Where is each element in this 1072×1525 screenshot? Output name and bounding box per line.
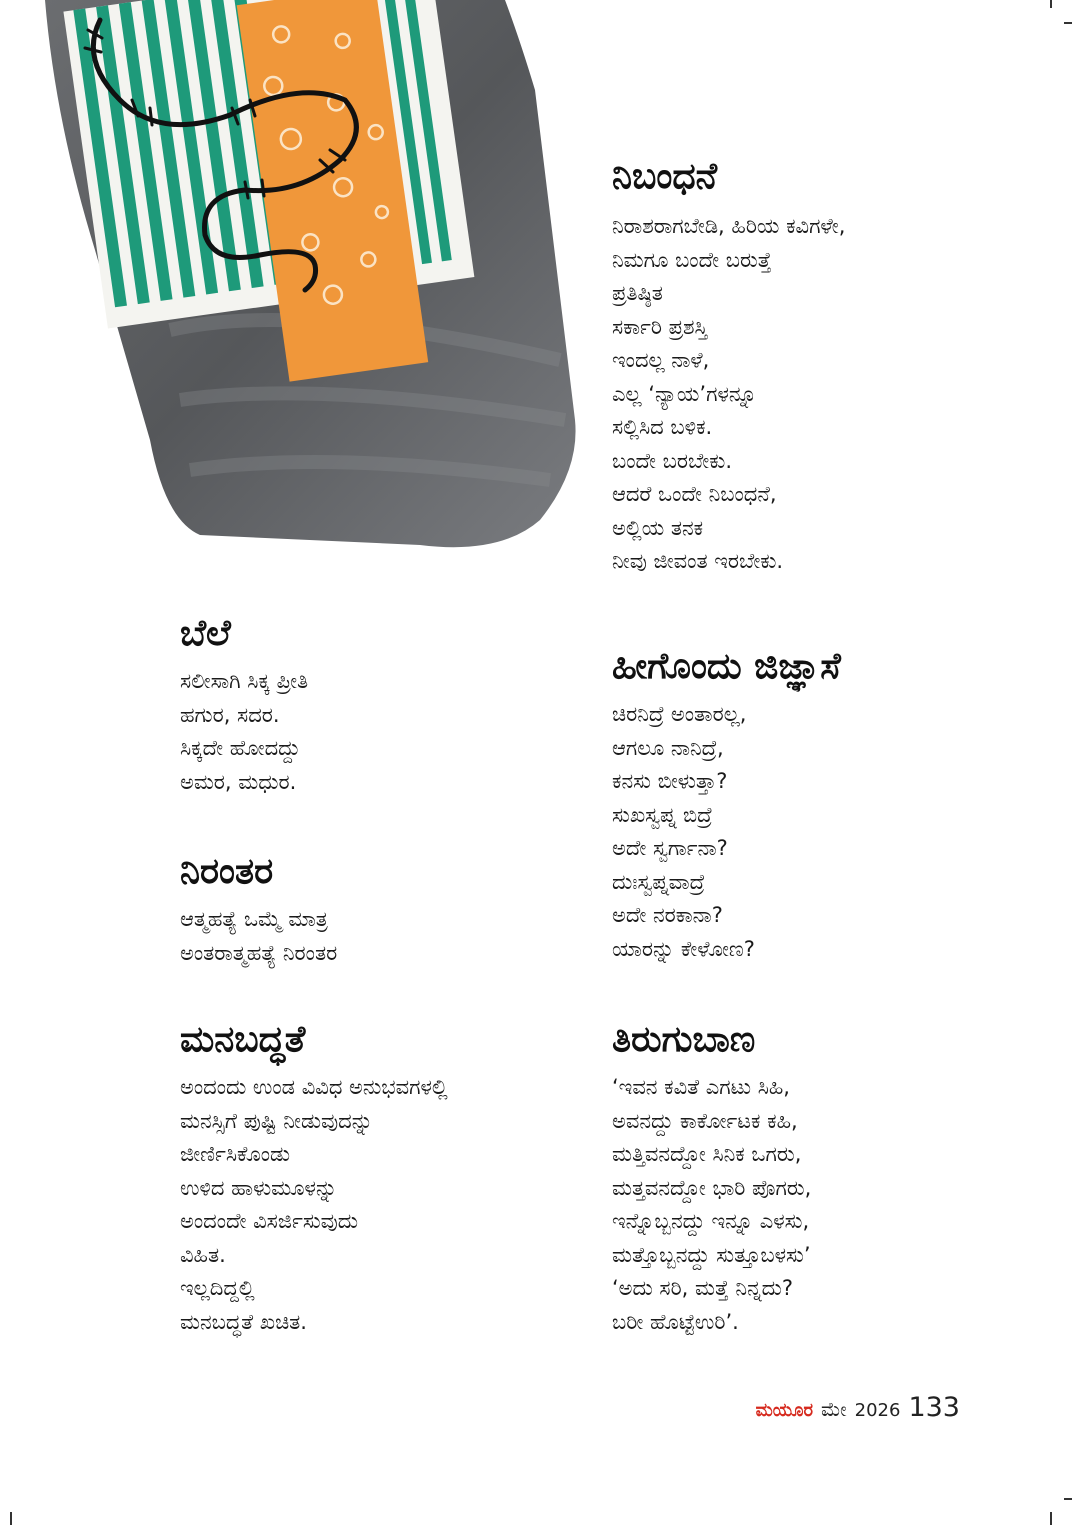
page-number: 133	[908, 1392, 960, 1423]
crop-mark	[1050, 1512, 1052, 1525]
poem-line: ಇನ್ನೊಬ್ಬನದ್ದು ಇನ್ನೂ ಎಳಸು,	[612, 1209, 810, 1234]
poem-line: ಮತ್ತೊಬ್ಬನದ್ದು ಸುತ್ತೂಬಳಸು’	[612, 1242, 811, 1267]
crop-mark	[1064, 1498, 1072, 1500]
magazine-brand: ಮಯೂರ	[755, 1400, 814, 1421]
poem-line: ಸುಖಸ್ವಪ್ನ ಬಿದ್ರೆ	[612, 802, 713, 827]
poem-title: ಬೆಲೆ	[180, 613, 231, 654]
poem-line: ವಿಹಿತ.	[180, 1242, 226, 1267]
crop-mark	[10, 1512, 12, 1525]
poem-line: ಅಂದಂದು ಉಂಡ ವಿವಿಧ ಅನುಭವಗಳಲ್ಲಿ	[180, 1075, 448, 1100]
poem-title: ನಿರಂತರ	[180, 851, 274, 892]
poem-title: ನಿಬಂಧನೆ	[612, 156, 718, 197]
poem-line: ಅಂದಂದೇ ವಿಸರ್ಜಿಸುವುದು	[180, 1209, 359, 1234]
poem-line: ಸಿಕ್ಕದೇ ಹೋದದ್ದು	[180, 736, 301, 761]
poem-line: ನಿಮಗೂ ಬಂದೇ ಬರುತ್ತೆ	[612, 247, 772, 272]
poem-line: ಸಲ್ಲಿಸಿದ ಬಳಿಕ.	[612, 415, 713, 440]
poem-line: ಅವನದ್ದು ಕಾರ್ಕೋಟಕ ಕಹಿ,	[612, 1108, 798, 1133]
poem-line: ಅದೇ ನರಕಾನಾ?	[612, 903, 723, 928]
poem-line: ದುಃಸ್ವಪ್ನವಾದ್ರೆ	[612, 869, 705, 894]
poem-title: ಮನಬದ್ಧತೆ	[180, 1019, 306, 1060]
poem-manabaddhate	[180, 1018, 448, 1339]
poem-line: ಅದೇ ಸ್ವರ್ಗಾನಾ?	[612, 836, 728, 861]
poem-line: ಆದರೆ ಒಂದೇ ನಿಬಂಧನೆ,	[612, 482, 777, 507]
issue-year: 2026	[854, 1400, 901, 1421]
poem-title: ಹೀಗೊಂದು ಜಿಜ್ಞಾಸೆ	[612, 646, 841, 687]
poem-line: ಜೀರ್ಣಿಸಿಕೊಂಡು	[180, 1142, 291, 1167]
poem-tirugubaana	[612, 1018, 811, 1339]
poem-line: ಇಲ್ಲದಿದ್ದಲ್ಲಿ	[180, 1276, 255, 1301]
crop-mark	[1050, 0, 1052, 8]
poem-line: ಬಂದೇ ಬರಬೇಕು.	[612, 448, 733, 473]
poem-line: ‘ಅದು ಸರಿ, ಮತ್ತೆ ನಿನ್ನದು?	[612, 1276, 794, 1301]
poem-line: ಮನಬದ್ಧತೆ ಖಚಿತ.	[180, 1309, 307, 1334]
poem-line: ನೀವು ಜೀವಂತ ಇರಬೇಕು.	[612, 549, 784, 574]
poem-line: ಸಲೀಸಾಗಿ ಸಿಕ್ಕ ಪ್ರೀತಿ	[180, 669, 309, 694]
poem-line: ಅಲ್ಲಿಯ ತನಕ	[612, 515, 704, 540]
poem-nirantara	[180, 850, 337, 970]
poem-line: ಬರೀ ಹೊಟ್ಟೆಉರಿ’.	[612, 1309, 739, 1334]
poem-hegondu-jijnase	[612, 645, 841, 966]
poem-nibandhane	[612, 155, 845, 579]
poem-line: ಕನಸು ಬೀಳುತ್ತಾ?	[612, 769, 728, 794]
issue-month: ಮೇ	[821, 1397, 847, 1421]
poem-title: ತಿರುಗುಬಾಣ	[612, 1019, 756, 1060]
page-footer	[756, 1392, 960, 1423]
poem-line: ಎಲ್ಲ ‘ನ್ಯಾಯ’ಗಳನ್ನೂ	[612, 381, 757, 406]
poem-bele	[180, 612, 308, 799]
poem-line: ಇಂದಲ್ಲ ನಾಳೆ,	[612, 348, 710, 373]
poem-line: ಅಂತರಾತ್ಮಹತ್ಯೆ ನಿರಂತರ	[180, 940, 338, 965]
book-illustration	[0, 0, 600, 560]
poem-line: ಮತ್ತಿವನದ್ದೋ ಸಿನಿಕ ಒಗರು,	[612, 1142, 802, 1167]
poem-line: ಆಗಲೂ ನಾನಿದ್ರೆ,	[612, 735, 724, 760]
poem-line: ಉಳಿದ ಹಾಳುಮೂಳನ್ನು	[180, 1175, 338, 1200]
poem-line: ಪ್ರತಿಷ್ಠಿತ	[612, 281, 663, 306]
poem-line: ಅಮರ, ಮಧುರ.	[180, 769, 297, 794]
poem-line: ಮನಸ್ಸಿಗೆ ಪುಷ್ಟಿ ನೀಡುವುದನ್ನು	[180, 1108, 373, 1133]
poem-line: ಆತ್ಮಹತ್ಯೆ ಒಮ್ಮೆ ಮಾತ್ರ	[180, 907, 328, 932]
poem-line: ಮತ್ತವನದ್ದೋ ಭಾರಿ ಪೊಗರು,	[612, 1175, 812, 1200]
crop-mark	[1064, 22, 1072, 24]
poem-line: ಸರ್ಕಾರಿ ಪ್ರಶಸ್ತಿ	[612, 314, 708, 339]
poem-line: ಹಗುರ, ಸದರ.	[180, 702, 280, 727]
poem-line: ಚಿರನಿದ್ರೆ ಅಂತಾರಲ್ಲ,	[612, 702, 747, 727]
poem-line: ನಿರಾಶರಾಗಬೇಡಿ, ಹಿರಿಯ ಕವಿಗಳೇ,	[612, 214, 846, 239]
poem-line: ‘ಇವನ ಕವಿತೆ ಎಗಟು ಸಿಹಿ,	[612, 1075, 790, 1100]
poem-line: ಯಾರನ್ನು ಕೇಳೋಣ?	[612, 936, 755, 961]
